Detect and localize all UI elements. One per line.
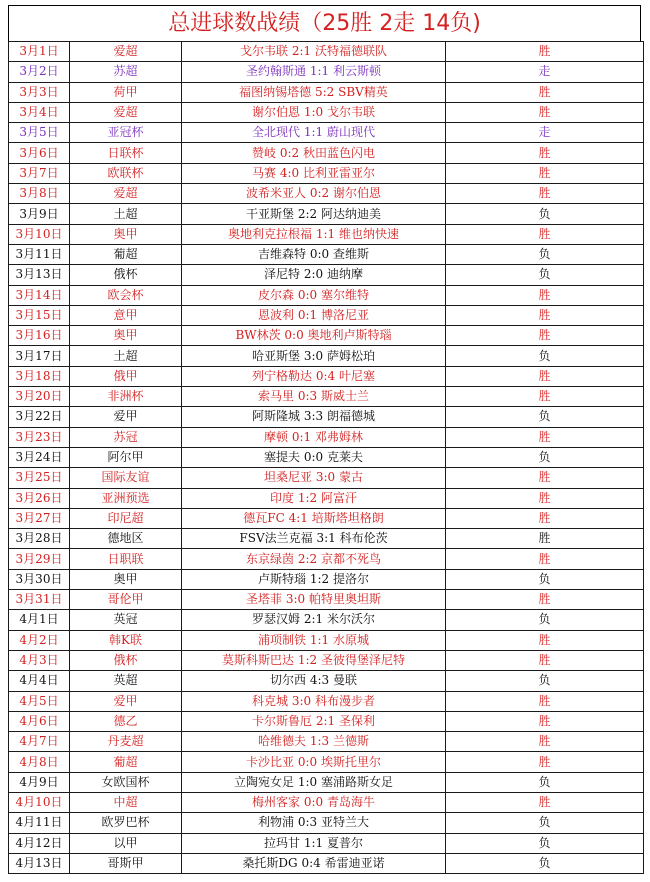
result-cell: 胜 — [446, 508, 644, 528]
result-cell: 负 — [446, 610, 644, 630]
date-cell: 4月4日 — [9, 671, 70, 691]
competition-cell: 哥斯甲 — [70, 853, 182, 873]
result-cell: 胜 — [446, 387, 644, 407]
result-cell: 胜 — [446, 691, 644, 711]
competition-cell: 非洲杯 — [70, 387, 182, 407]
match-cell: 赞岐 0:2 秋田蓝色闪电 — [182, 143, 446, 163]
competition-cell: 意甲 — [70, 305, 182, 325]
table-row — [9, 204, 644, 224]
match-cell: 泽尼特 2:0 迪纳摩 — [182, 265, 446, 285]
competition-cell: 丹麦超 — [70, 732, 182, 752]
date-cell: 3月6日 — [9, 143, 70, 163]
match-cell: 恩波利 0:1 博洛尼亚 — [182, 305, 446, 325]
match-cell: 吉维森特 0:0 查维斯 — [182, 244, 446, 264]
result-cell: 负 — [446, 833, 644, 853]
match-cell: 梅州客家 0:0 青岛海牛 — [182, 792, 446, 812]
competition-cell: 印尼超 — [70, 508, 182, 528]
date-cell: 4月13日 — [9, 853, 70, 873]
table-row — [9, 224, 644, 244]
table-row — [9, 630, 644, 650]
match-cell: 皮尔森 0:0 塞尔维特 — [182, 285, 446, 305]
competition-cell: 国际友谊 — [70, 468, 182, 488]
competition-cell: 中超 — [70, 792, 182, 812]
competition-cell: 英超 — [70, 671, 182, 691]
result-cell: 胜 — [446, 305, 644, 325]
date-cell: 4月9日 — [9, 772, 70, 792]
table-row — [9, 305, 644, 325]
competition-cell: 英冠 — [70, 610, 182, 630]
date-cell: 3月10日 — [9, 224, 70, 244]
result-cell: 胜 — [446, 590, 644, 610]
date-cell: 3月3日 — [9, 82, 70, 102]
date-cell: 4月8日 — [9, 752, 70, 772]
match-cell: 卢斯特瑙 1:2 提洛尔 — [182, 569, 446, 589]
result-cell: 负 — [446, 853, 644, 873]
date-cell: 3月17日 — [9, 346, 70, 366]
competition-cell: 欧联杯 — [70, 163, 182, 183]
match-cell: 坦桑尼亚 3:0 蒙古 — [182, 468, 446, 488]
competition-cell: 爱超 — [70, 42, 182, 62]
competition-cell: 爱超 — [70, 102, 182, 122]
date-cell: 3月16日 — [9, 326, 70, 346]
match-cell: BW林茨 0:0 奥地利卢斯特瑙 — [182, 326, 446, 346]
match-cell: 奥地利克拉根福 1:1 维也纳快速 — [182, 224, 446, 244]
date-cell: 3月8日 — [9, 184, 70, 204]
result-cell: 胜 — [446, 792, 644, 812]
date-cell: 3月5日 — [9, 123, 70, 143]
date-cell: 4月3日 — [9, 650, 70, 670]
match-cell: 莫斯科斯巴达 1:2 圣彼得堡泽尼特 — [182, 650, 446, 670]
match-cell: 拉玛甘 1:1 夏普尔 — [182, 833, 446, 853]
result-cell: 胜 — [446, 143, 644, 163]
table-row — [9, 244, 644, 264]
result-cell: 走 — [446, 62, 644, 82]
result-cell: 胜 — [446, 529, 644, 549]
result-cell: 胜 — [446, 752, 644, 772]
table-row — [9, 468, 644, 488]
competition-cell: 奥甲 — [70, 326, 182, 346]
table-row — [9, 590, 644, 610]
result-cell: 负 — [446, 407, 644, 427]
result-cell: 胜 — [446, 366, 644, 386]
result-cell: 胜 — [446, 650, 644, 670]
table-row — [9, 853, 644, 873]
competition-cell: 德地区 — [70, 529, 182, 549]
match-cell: 东京绿茵 2:2 京都不死鸟 — [182, 549, 446, 569]
result-cell: 负 — [446, 569, 644, 589]
match-cell: 德瓦FC 4:1 培斯塔坦格朗 — [182, 508, 446, 528]
result-cell: 胜 — [446, 82, 644, 102]
competition-cell: 俄甲 — [70, 366, 182, 386]
result-cell: 胜 — [446, 42, 644, 62]
match-cell: 圣约翰斯通 1:1 利云斯顿 — [182, 62, 446, 82]
date-cell: 4月5日 — [9, 691, 70, 711]
table-row — [9, 163, 644, 183]
match-cell: 哈维德夫 1:3 兰德斯 — [182, 732, 446, 752]
competition-cell: 日职联 — [70, 549, 182, 569]
date-cell: 3月26日 — [9, 488, 70, 508]
result-cell: 负 — [446, 671, 644, 691]
competition-cell: 亚洲预选 — [70, 488, 182, 508]
table-row — [9, 711, 644, 731]
date-cell: 3月28日 — [9, 529, 70, 549]
table-row — [9, 772, 644, 792]
table-row — [9, 813, 644, 833]
result-cell: 负 — [446, 772, 644, 792]
match-cell: 利物浦 0:3 亚特兰大 — [182, 813, 446, 833]
match-cell: 桑托斯DG 0:4 希雷迪亚诺 — [182, 853, 446, 873]
competition-cell: 爱超 — [70, 184, 182, 204]
table-row — [9, 82, 644, 102]
date-cell: 3月13日 — [9, 265, 70, 285]
table-row — [9, 62, 644, 82]
table-row — [9, 326, 644, 346]
competition-cell: 俄杯 — [70, 265, 182, 285]
table-row — [9, 42, 644, 62]
result-cell: 负 — [446, 265, 644, 285]
result-cell: 胜 — [446, 184, 644, 204]
table-row — [9, 143, 644, 163]
competition-cell: 以甲 — [70, 833, 182, 853]
competition-cell: 荷甲 — [70, 82, 182, 102]
date-cell: 3月1日 — [9, 42, 70, 62]
result-cell: 胜 — [446, 427, 644, 447]
table-row — [9, 792, 644, 812]
match-cell: 立陶宛女足 1:0 塞浦路斯女足 — [182, 772, 446, 792]
result-cell: 胜 — [446, 285, 644, 305]
table-row — [9, 529, 644, 549]
table-row — [9, 427, 644, 447]
table-row — [9, 184, 644, 204]
date-cell: 3月22日 — [9, 407, 70, 427]
date-cell: 4月1日 — [9, 610, 70, 630]
competition-cell: 俄杯 — [70, 650, 182, 670]
match-cell: 塞提夫 0:0 克莱夫 — [182, 447, 446, 467]
table-row — [9, 691, 644, 711]
competition-cell: 奥甲 — [70, 224, 182, 244]
match-cell: 阿斯隆城 3:3 朗福德城 — [182, 407, 446, 427]
table-row — [9, 508, 644, 528]
result-cell: 胜 — [446, 488, 644, 508]
table-row — [9, 752, 644, 772]
date-cell: 4月6日 — [9, 711, 70, 731]
date-cell: 3月7日 — [9, 163, 70, 183]
match-cell: 戈尔韦联 2:1 沃特福德联队 — [182, 42, 446, 62]
table-row — [9, 549, 644, 569]
result-cell: 胜 — [446, 102, 644, 122]
competition-cell: 苏超 — [70, 62, 182, 82]
table-row — [9, 650, 644, 670]
competition-cell: 爱甲 — [70, 691, 182, 711]
date-cell: 3月25日 — [9, 468, 70, 488]
match-cell: 哈亚斯堡 3:0 萨姆松珀 — [182, 346, 446, 366]
table-row — [9, 671, 644, 691]
date-cell: 3月9日 — [9, 204, 70, 224]
date-cell: 3月20日 — [9, 387, 70, 407]
competition-cell: 阿尔甲 — [70, 447, 182, 467]
table-row — [9, 346, 644, 366]
result-cell: 胜 — [446, 224, 644, 244]
date-cell: 3月11日 — [9, 244, 70, 264]
competition-cell: 苏冠 — [70, 427, 182, 447]
match-cell: 摩顿 0:1 邓弗姆林 — [182, 427, 446, 447]
table-row — [9, 407, 644, 427]
match-cell: 福图纳锡塔德 5:2 SBV精英 — [182, 82, 446, 102]
result-cell: 负 — [446, 447, 644, 467]
competition-cell: 葡超 — [70, 752, 182, 772]
results-table — [8, 41, 644, 874]
match-cell: 浦项制铁 1:1 水原城 — [182, 630, 446, 650]
table-row — [9, 488, 644, 508]
result-cell: 负 — [446, 813, 644, 833]
date-cell: 3月23日 — [9, 427, 70, 447]
match-cell: 波希米亚人 0:2 谢尔伯恩 — [182, 184, 446, 204]
competition-cell: 亚冠杯 — [70, 123, 182, 143]
date-cell: 3月4日 — [9, 102, 70, 122]
date-cell: 4月10日 — [9, 792, 70, 812]
date-cell: 3月14日 — [9, 285, 70, 305]
result-cell: 负 — [446, 244, 644, 264]
match-cell: 印度 1:2 阿富汗 — [182, 488, 446, 508]
competition-cell: 韩K联 — [70, 630, 182, 650]
table-row — [9, 102, 644, 122]
date-cell: 4月12日 — [9, 833, 70, 853]
table-row — [9, 123, 644, 143]
competition-cell: 欧罗巴杯 — [70, 813, 182, 833]
competition-cell: 日联杯 — [70, 143, 182, 163]
match-cell: 卡沙比亚 0:0 埃斯托里尔 — [182, 752, 446, 772]
match-cell: 干亚斯堡 2:2 阿达纳迪美 — [182, 204, 446, 224]
date-cell: 3月18日 — [9, 366, 70, 386]
date-cell: 3月30日 — [9, 569, 70, 589]
match-cell: 切尔西 4:3 曼联 — [182, 671, 446, 691]
result-cell: 胜 — [446, 163, 644, 183]
competition-cell: 女欧国杯 — [70, 772, 182, 792]
table-row — [9, 610, 644, 630]
match-cell: 圣塔菲 3:0 帕特里奥坦斯 — [182, 590, 446, 610]
date-cell: 4月7日 — [9, 732, 70, 752]
result-cell: 胜 — [446, 711, 644, 731]
table-row — [9, 265, 644, 285]
match-cell: 全北现代 1:1 蔚山现代 — [182, 123, 446, 143]
result-cell: 负 — [446, 204, 644, 224]
date-cell: 4月2日 — [9, 630, 70, 650]
match-cell: 罗瑟汉姆 2:1 米尔沃尔 — [182, 610, 446, 630]
date-cell: 3月27日 — [9, 508, 70, 528]
competition-cell: 奥甲 — [70, 569, 182, 589]
page-title: 总进球数战绩（25胜 2走 14负) — [8, 5, 641, 41]
table-row — [9, 366, 644, 386]
date-cell: 3月29日 — [9, 549, 70, 569]
result-cell: 走 — [446, 123, 644, 143]
competition-cell: 爱甲 — [70, 407, 182, 427]
date-cell: 3月31日 — [9, 590, 70, 610]
match-cell: 卡尔斯鲁厄 2:1 圣保利 — [182, 711, 446, 731]
competition-cell: 哥伦甲 — [70, 590, 182, 610]
competition-cell: 德乙 — [70, 711, 182, 731]
table-row — [9, 387, 644, 407]
date-cell: 3月24日 — [9, 447, 70, 467]
result-cell: 胜 — [446, 326, 644, 346]
result-cell: 胜 — [446, 549, 644, 569]
result-cell: 胜 — [446, 468, 644, 488]
match-cell: 索马里 0:3 斯威士兰 — [182, 387, 446, 407]
table-row — [9, 569, 644, 589]
table-row — [9, 833, 644, 853]
competition-cell: 葡超 — [70, 244, 182, 264]
date-cell: 3月2日 — [9, 62, 70, 82]
result-cell: 胜 — [446, 630, 644, 650]
result-cell: 负 — [446, 346, 644, 366]
table-row — [9, 732, 644, 752]
match-cell: 科克城 3:0 科布漫步者 — [182, 691, 446, 711]
match-cell: 马赛 4:0 比利亚雷亚尔 — [182, 163, 446, 183]
result-cell: 胜 — [446, 732, 644, 752]
match-cell: 谢尔伯恩 1:0 戈尔韦联 — [182, 102, 446, 122]
match-cell: 列宁格勒达 0:4 叶尼塞 — [182, 366, 446, 386]
competition-cell: 土超 — [70, 204, 182, 224]
competition-cell: 土超 — [70, 346, 182, 366]
date-cell: 3月15日 — [9, 305, 70, 325]
date-cell: 4月11日 — [9, 813, 70, 833]
table-row — [9, 447, 644, 467]
competition-cell: 欧会杯 — [70, 285, 182, 305]
table-row — [9, 285, 644, 305]
match-cell: FSV法兰克福 3:1 科布伦茨 — [182, 529, 446, 549]
